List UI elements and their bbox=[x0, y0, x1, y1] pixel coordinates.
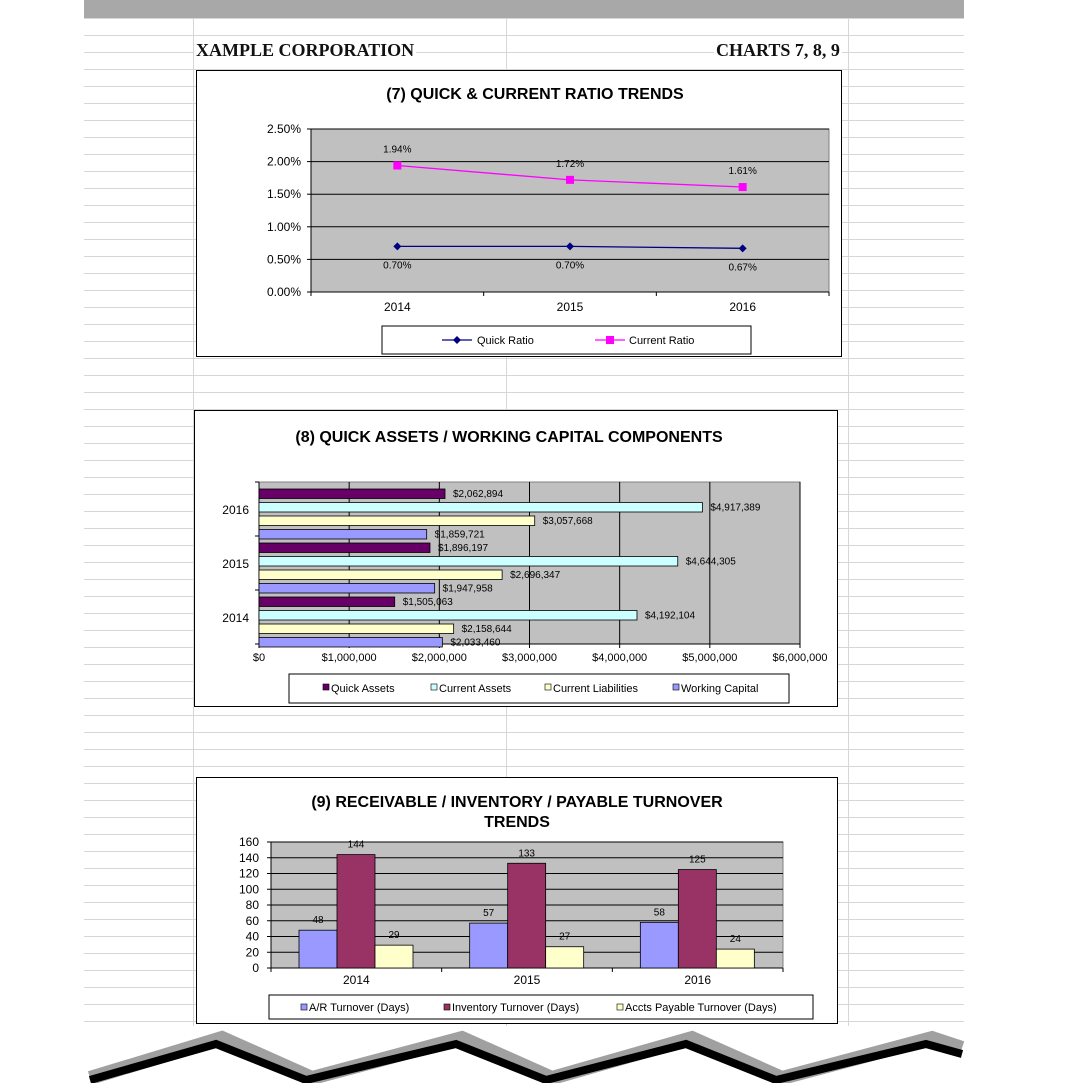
legend-swatch bbox=[673, 684, 679, 690]
data-label: $2,696,347 bbox=[510, 570, 561, 581]
legend-swatch bbox=[444, 1004, 450, 1010]
chart-title: TRENDS bbox=[484, 814, 550, 831]
legend-swatch bbox=[301, 1004, 307, 1010]
bar-working-capital bbox=[259, 584, 435, 594]
data-label: 1.61% bbox=[728, 166, 757, 178]
x-tick-label: $5,000,000 bbox=[682, 652, 738, 664]
bar-working-capital bbox=[259, 638, 442, 648]
y-tick-label: 60 bbox=[245, 913, 259, 928]
data-label: $1,947,958 bbox=[442, 583, 493, 595]
top-bar bbox=[84, 0, 964, 18]
chart-7-svg bbox=[197, 71, 843, 358]
bar-inventory-turnover-days- bbox=[678, 870, 716, 968]
y-tick-label: 0.50% bbox=[266, 252, 301, 267]
data-label: 1.72% bbox=[555, 158, 585, 170]
data-label: $1,859,721 bbox=[434, 529, 485, 541]
bar-current-assets bbox=[259, 503, 702, 513]
data-label: 0.70% bbox=[555, 260, 585, 272]
bar-quick-assets bbox=[259, 543, 430, 553]
x-tick-label: $2,000,000 bbox=[411, 652, 467, 664]
data-label: 27 bbox=[559, 931, 571, 943]
data-label: 24 bbox=[729, 934, 741, 946]
x-tick-label: $6,000,000 bbox=[772, 652, 828, 664]
y-tick-label: 40 bbox=[245, 929, 259, 944]
y-tick-label: 2016 bbox=[222, 503, 249, 517]
data-label: 144 bbox=[347, 839, 365, 851]
y-tick-label: 120 bbox=[238, 866, 259, 881]
data-label: $4,192,104 bbox=[644, 610, 696, 622]
column-gridline bbox=[848, 18, 849, 1026]
bar-current-liabilities bbox=[259, 624, 454, 634]
data-label: 57 bbox=[483, 908, 495, 920]
x-tick-label: $4,000,000 bbox=[592, 652, 648, 664]
x-tick-label: 2016 bbox=[684, 973, 712, 987]
bar-a-r-turnover-days- bbox=[299, 930, 337, 968]
data-label: $1,896,197 bbox=[437, 543, 489, 554]
x-tick-label: $1,000,000 bbox=[321, 652, 377, 664]
bar-a-r-turnover-days- bbox=[470, 923, 508, 968]
chart-working-capital-components[interactable] bbox=[194, 410, 838, 707]
y-tick-label: 2015 bbox=[222, 557, 249, 571]
data-point-current-ratio bbox=[566, 176, 574, 184]
bar-accts-payable-turnover-days- bbox=[716, 949, 754, 968]
bar-quick-assets bbox=[259, 597, 395, 607]
data-point-current-ratio bbox=[739, 183, 747, 191]
chart-8-svg bbox=[195, 411, 839, 708]
legend-swatch bbox=[545, 684, 551, 690]
chart-9-svg bbox=[197, 778, 839, 1025]
data-label: 125 bbox=[688, 854, 706, 866]
data-label: $2,033,460 bbox=[450, 637, 501, 649]
legend-label: Quick Ratio bbox=[477, 335, 534, 347]
legend-label: Inventory Turnover (Days) bbox=[452, 1002, 580, 1014]
y-tick-label: 1.00% bbox=[266, 219, 301, 234]
y-tick-label: 80 bbox=[245, 898, 259, 912]
x-tick-label: 2015 bbox=[556, 300, 584, 314]
x-tick-label: 2014 bbox=[342, 973, 370, 987]
x-tick-label: 2016 bbox=[729, 300, 757, 314]
legend-label: Accts Payable Turnover (Days) bbox=[625, 1002, 777, 1014]
data-label: 133 bbox=[518, 848, 536, 860]
x-tick-label: 2015 bbox=[513, 973, 541, 987]
data-label: $2,062,894 bbox=[453, 489, 504, 500]
y-tick-label: 100 bbox=[238, 882, 259, 897]
bar-current-assets bbox=[259, 557, 678, 567]
bar-current-liabilities bbox=[259, 516, 535, 526]
bar-accts-payable-turnover-days- bbox=[546, 947, 584, 968]
bar-current-liabilities bbox=[259, 570, 502, 580]
bar-inventory-turnover-days- bbox=[337, 855, 375, 968]
data-label: 58 bbox=[653, 907, 665, 919]
chart-title: (7) QUICK & CURRENT RATIO TRENDS bbox=[386, 86, 684, 103]
data-label: 0.67% bbox=[728, 262, 757, 274]
data-label: 1.94% bbox=[383, 144, 412, 156]
bar-current-assets bbox=[259, 611, 637, 621]
charts-label: CHARTS 7, 8, 9 bbox=[716, 40, 840, 60]
y-tick-label: 20 bbox=[245, 945, 259, 960]
x-tick-label: $3,000,000 bbox=[501, 652, 558, 664]
legend-box bbox=[382, 326, 751, 354]
chart-turnover-trends[interactable] bbox=[196, 777, 838, 1024]
data-label: $4,644,305 bbox=[685, 556, 736, 568]
chart-title: (9) RECEIVABLE / INVENTORY / PAYABLE TURNOVER bbox=[311, 794, 723, 811]
legend-swatch bbox=[431, 684, 437, 690]
chart-quick-current-ratio[interactable] bbox=[196, 70, 842, 357]
y-tick-label: 0.00% bbox=[266, 285, 301, 299]
data-label: $2,158,644 bbox=[461, 624, 512, 635]
data-label: 0.70% bbox=[383, 260, 412, 272]
y-tick-label: 0 bbox=[252, 961, 259, 975]
legend-label: Current Liabilities bbox=[553, 683, 638, 695]
y-tick-label: 140 bbox=[238, 850, 259, 865]
legend-swatch bbox=[323, 684, 329, 690]
bar-accts-payable-turnover-days- bbox=[375, 945, 413, 968]
legend-label: Current Assets bbox=[439, 683, 512, 695]
data-label: 48 bbox=[312, 915, 324, 927]
company-name: XAMPLE CORPORATION bbox=[196, 40, 415, 60]
data-label: 29 bbox=[388, 930, 400, 942]
bar-a-r-turnover-days- bbox=[640, 922, 678, 968]
bar-quick-assets bbox=[259, 489, 445, 499]
legend-label: Quick Assets bbox=[331, 683, 395, 695]
legend-label: A/R Turnover (Days) bbox=[309, 1002, 410, 1014]
x-tick-label: 2014 bbox=[383, 300, 411, 314]
y-tick-label: 1.50% bbox=[266, 187, 301, 202]
legend-swatch bbox=[617, 1004, 623, 1010]
x-tick-label: $0 bbox=[252, 652, 266, 664]
chart-title: (8) QUICK ASSETS / WORKING CAPITAL COMPONENTS bbox=[295, 429, 723, 446]
y-tick-label: 160 bbox=[238, 835, 259, 849]
data-label: $1,505,063 bbox=[402, 597, 453, 608]
y-tick-label: 2.00% bbox=[266, 154, 301, 169]
bar-working-capital bbox=[259, 530, 427, 540]
zigzag-border-decoration bbox=[84, 1030, 964, 1083]
y-tick-label: 2014 bbox=[222, 611, 249, 625]
data-label: $3,057,668 bbox=[542, 516, 593, 527]
data-label: $4,917,389 bbox=[710, 502, 761, 514]
data-point-current-ratio bbox=[393, 162, 401, 170]
legend-label: Working Capital bbox=[681, 683, 759, 695]
bar-inventory-turnover-days- bbox=[508, 863, 546, 968]
legend-marker-current-ratio bbox=[606, 336, 614, 344]
y-tick-label: 2.50% bbox=[266, 122, 301, 136]
legend-label: Current Ratio bbox=[629, 335, 695, 347]
